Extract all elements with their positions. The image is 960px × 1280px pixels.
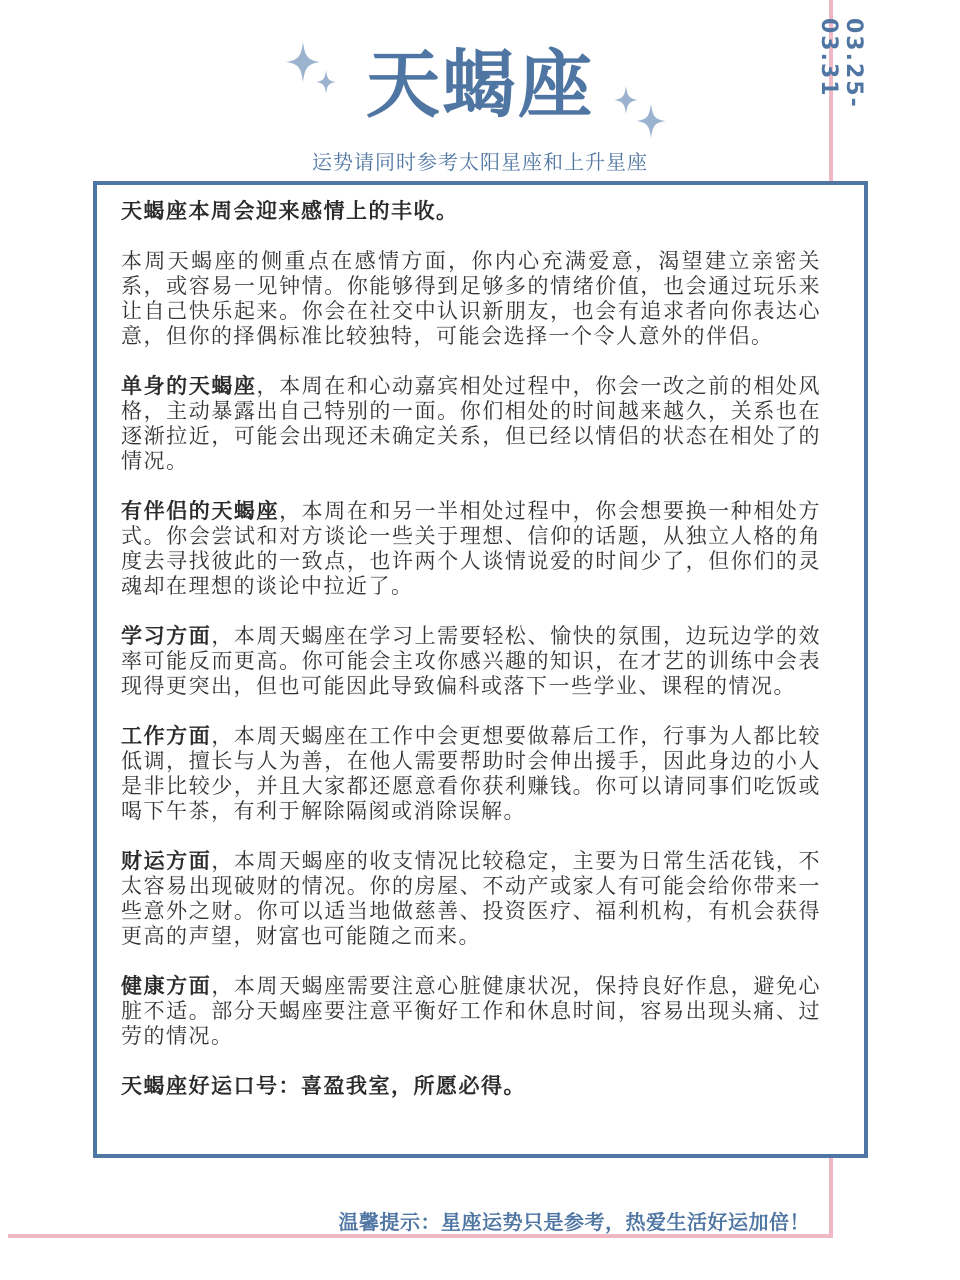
work-text: ，本周天蝎座在工作中会更想要做幕后工作，行事为人都比较低调，擅长与人为善，在他人需要帮助时会伸出援手，因此身边的小人是非比较少，并且大家都还愿意看你获利赚钱。你可以请同事们吃饭或喝下午茶，有利于解除隔阂或消除误解。 (121, 724, 822, 823)
partnered-text: ，本周在和另一半相处过程中，你会想要换一种相处方式。你会尝试和对方谈论一些关于理想、信仰的话题，从独立人格的角度去寻找彼此的一致点，也许两个人谈情说爱的时间少了，但你们的灵魂却在理想的谈论中拉近了。 (121, 499, 822, 598)
health-text: ，本周天蝎座需要注意心脏健康状况，保持良好作息，避免心脏不适。部分天蝎座要注意平衡好工作和休息时间，容易出现头痛、过劳的情况。 (121, 974, 822, 1048)
footer-tip: 温馨提示：星座运势只是参考，热爱生活好运加倍！ (338, 1210, 810, 1234)
sparkle-icon (286, 42, 320, 82)
sparkle-icon (316, 70, 336, 94)
single-text: ，本周在和心动嘉宾相处过程中，你会一改之前的相处风格，主动暴露出自己特别的一面。你们相处的时间越来越久，关系也在逐渐拉近，可能会出现还未确定关系，但已经以情侣的状态在相处了的情况。 (121, 374, 821, 473)
date-range: 03.25-03.31 (816, 18, 866, 109)
slogan-lead: 天蝎座好运口号：喜盈我室，所愿必得。 (121, 1074, 526, 1098)
study-text: ，本周天蝎座在学习上需要轻松、愉快的氛围，边玩边学的效率可能反而更高。你可能会主攻你感兴趣的知识，在才艺的训练中会表现得更突出，但也可能因此导致偏科或落下一些学业、课程的情况。 (121, 624, 822, 698)
paragraph-partnered (121, 499, 821, 599)
sparkle-icon (636, 104, 666, 138)
paragraph-slogan (121, 1074, 821, 1099)
paragraph-study (121, 624, 821, 699)
study-lead: 学习方面 (121, 624, 212, 648)
paragraph-wealth (121, 849, 821, 949)
horoscope-card (93, 181, 868, 1158)
paragraph-work (121, 724, 821, 824)
paragraph-single (121, 374, 821, 474)
horoscope-content (121, 199, 821, 1099)
single-lead: 单身的天蝎座 (121, 374, 257, 398)
page-title: 天蝎座 (366, 42, 594, 128)
page-subtitle: 运势请同时参考太阳星座和上升星座 (312, 150, 648, 174)
wealth-text: ，本周天蝎座的收支情况比较稳定，主要为日常生活花钱，不太容易出现破财的情况。你的房屋、不动产或家人有可能会给你带来一些意外之财。你可以适当地做慈善、投资医疗、福利机构，有机会获得更高的声望，财富也可能随之而来。 (121, 849, 822, 948)
work-lead: 工作方面 (121, 724, 212, 748)
paragraph-overview (121, 249, 821, 349)
wealth-lead: 财运方面 (121, 849, 212, 873)
partnered-lead: 有伴侣的天蝎座 (121, 499, 280, 523)
health-lead: 健康方面 (121, 974, 212, 998)
intro-lead: 天蝎座本周会迎来感情上的丰收。 (121, 199, 459, 223)
paragraph-health (121, 974, 821, 1049)
overview-text: 本周天蝎座的侧重点在感情方面，你内心充满爱意，渴望建立亲密关系，或容易一见钟情。你能够得到足够多的情绪价值，也会通过玩乐来让自己快乐起来。你会在社交中认识新朋友，也会有追求者向你表达心意，但你的择偶标准比较独特，可能会选择一个令人意外的伴侣。 (121, 249, 821, 348)
paragraph-intro (121, 199, 821, 224)
